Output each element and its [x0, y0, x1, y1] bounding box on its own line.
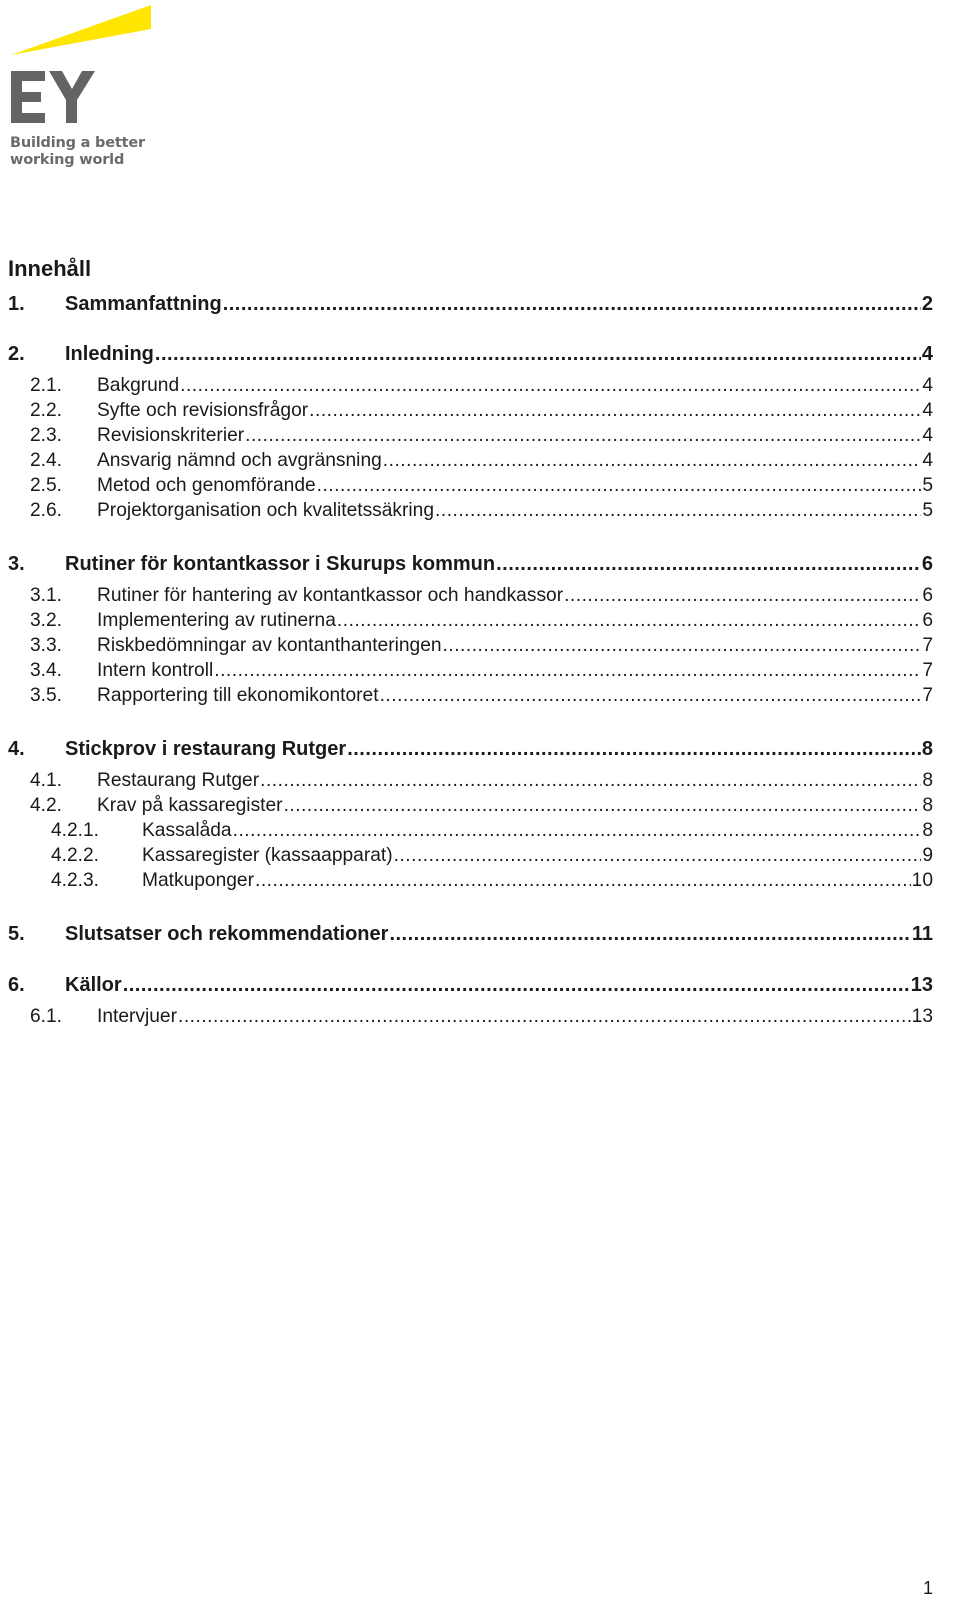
toc-entry-number: 2.6.	[30, 500, 63, 521]
toc-entry-title: Matkuponger	[142, 870, 254, 891]
ey-logo	[8, 5, 158, 175]
toc-entry-title: Implementering av rutinerna	[97, 610, 336, 631]
toc-entry-page: 11	[911, 923, 933, 945]
toc-entry-title: Stickprov i restaurang Rutger	[65, 738, 347, 760]
toc-entry-title: Restaurang Rutger	[97, 770, 260, 791]
toc-entry-page: 13	[910, 974, 933, 996]
toc-dot-leader	[443, 634, 922, 658]
toc-dot-leader	[123, 973, 910, 997]
toc-entry-page: 8	[922, 770, 933, 791]
toc-entry[interactable]	[8, 819, 933, 843]
toc-entry[interactable]	[8, 844, 933, 868]
toc-entry-number: 2.2.	[30, 400, 63, 421]
toc-entry-page: 9	[922, 845, 933, 866]
toc-entry-title: Bakgrund	[97, 375, 180, 396]
toc-dot-leader	[260, 769, 921, 793]
toc-entry[interactable]	[8, 609, 933, 633]
toc-entry-title: Rutiner för kontantkassor i Skurups kommun	[65, 553, 496, 575]
toc-entry-number: 3.	[8, 553, 25, 575]
toc-entry-number: 4.2.3.	[51, 870, 100, 891]
toc-entry-title: Revisionskriterier	[97, 425, 245, 446]
toc-entry-title: Rutiner för hantering av kontantkassor och handkassor	[97, 585, 564, 606]
toc-dot-leader	[347, 737, 921, 761]
toc-entry[interactable]	[8, 499, 933, 523]
toc-dot-leader	[180, 374, 921, 398]
toc-entry[interactable]	[8, 794, 933, 818]
toc-entry[interactable]	[8, 424, 933, 448]
toc-entry-title: Projektorganisation och kvalitetssäkring	[97, 500, 435, 521]
toc-dot-leader	[317, 474, 922, 498]
toc-entry[interactable]	[8, 973, 933, 997]
toc-entry-title: Sammanfattning	[65, 293, 222, 315]
toc-entry-page: 6	[922, 585, 933, 606]
toc-entry-number: 4.2.2.	[51, 845, 100, 866]
toc-entry-title: Intervjuer	[97, 1006, 177, 1027]
toc-entry-number: 3.2.	[30, 610, 63, 631]
toc-entry-page: 7	[922, 635, 933, 656]
toc-entry[interactable]	[8, 869, 933, 893]
toc-entry[interactable]	[8, 292, 933, 316]
toc-entry[interactable]	[8, 659, 933, 683]
toc-dot-leader	[223, 292, 921, 316]
toc-dot-leader	[435, 499, 921, 523]
toc-entry-number: 4.2.1.	[51, 820, 100, 841]
toc-entry-page: 7	[922, 685, 933, 706]
toc-entry-page: 4	[922, 450, 933, 471]
toc-entry-number: 2.	[8, 343, 25, 365]
toc-entry[interactable]	[8, 449, 933, 473]
toc-entry-page: 5	[922, 475, 933, 496]
toc-entry[interactable]	[8, 922, 933, 946]
toc-entry-number: 2.5.	[30, 475, 63, 496]
toc-entry[interactable]	[8, 374, 933, 398]
toc-entry[interactable]	[8, 684, 933, 708]
toc-entry-page: 7	[922, 660, 933, 681]
toc-entry-number: 5.	[8, 923, 25, 945]
toc-entry-page: 5	[922, 500, 933, 521]
toc-entry-page: 4	[921, 343, 933, 365]
toc-entry-page: 6	[921, 553, 933, 575]
toc-dot-leader	[309, 399, 921, 423]
toc-entry-number: 3.5.	[30, 685, 63, 706]
toc-dot-leader	[178, 1005, 911, 1029]
toc-entry-title: Krav på kassaregister	[97, 795, 283, 816]
toc-entry[interactable]	[8, 737, 933, 761]
toc-entry-number: 2.3.	[30, 425, 63, 446]
toc-entry-title: Källor	[65, 974, 122, 996]
toc-entry-number: 1.	[8, 293, 25, 315]
toc-dot-leader	[284, 794, 922, 818]
toc-entry-title: Ansvarig nämnd och avgränsning	[97, 450, 382, 471]
toc-entry-title: Rapportering till ekonomikontoret	[97, 685, 379, 706]
toc-dot-leader	[233, 819, 922, 843]
toc-dot-leader	[155, 342, 921, 366]
toc-entry[interactable]	[8, 634, 933, 658]
toc-entry-page: 13	[911, 1006, 933, 1027]
toc-entry-page: 8	[921, 738, 933, 760]
toc-entry[interactable]	[8, 584, 933, 608]
toc-entry-title: Kassalåda	[142, 820, 232, 841]
toc-entry[interactable]	[8, 769, 933, 793]
toc-entry-page: 2	[921, 293, 933, 315]
toc-entry-page: 6	[922, 610, 933, 631]
toc-dot-leader	[394, 844, 922, 868]
toc-entry-page: 8	[922, 795, 933, 816]
toc-dot-leader	[255, 869, 911, 893]
toc-entry[interactable]	[8, 552, 933, 576]
toc-dot-leader	[245, 424, 921, 448]
toc-entry-number: 2.1.	[30, 375, 63, 396]
toc-entry[interactable]	[8, 1005, 933, 1029]
ey-tagline: Building a better working world	[10, 135, 145, 168]
ey-logo-mark	[8, 5, 158, 130]
toc-entry[interactable]	[8, 342, 933, 366]
toc-entry-number: 4.	[8, 738, 25, 760]
toc-entry-page: 4	[922, 425, 933, 446]
toc-entry[interactable]	[8, 474, 933, 498]
toc-dot-leader	[383, 449, 922, 473]
toc-entry-title: Intern kontroll	[97, 660, 214, 681]
toc-entry-number: 6.1.	[30, 1006, 63, 1027]
toc-entry-title: Slutsatser och rekommendationer	[65, 923, 389, 945]
toc-entry-number: 2.4.	[30, 450, 63, 471]
toc-entry-number: 3.4.	[30, 660, 63, 681]
toc-dot-leader	[214, 659, 921, 683]
toc-entry-title: Kassaregister (kassaapparat)	[142, 845, 393, 866]
toc-entry-page: 8	[922, 820, 933, 841]
toc-dot-leader	[564, 584, 921, 608]
toc-entry-title: Metod och genomförande	[97, 475, 316, 496]
toc-entry-page: 4	[922, 400, 933, 421]
toc-entry-page: 10	[911, 870, 933, 891]
toc-heading: Innehåll	[8, 256, 92, 281]
toc-dot-leader	[380, 684, 922, 708]
toc-entry-number: 4.1.	[30, 770, 63, 791]
toc-dot-leader	[337, 609, 921, 633]
toc-entry-number: 3.1.	[30, 585, 63, 606]
toc-entry-title: Inledning	[65, 343, 154, 365]
toc-entry-number: 6.	[8, 974, 25, 996]
toc-dot-leader	[389, 922, 910, 946]
toc-entry-number: 4.2.	[30, 795, 63, 816]
page-number: 1	[923, 1578, 934, 1598]
toc-entry[interactable]	[8, 399, 933, 423]
toc-entry-number: 3.3.	[30, 635, 63, 656]
toc-entry-title: Syfte och revisionsfrågor	[97, 400, 309, 421]
toc-dot-leader	[496, 552, 921, 576]
toc-entry-title: Riskbedömningar av kontanthanteringen	[97, 635, 442, 656]
toc-entry-page: 4	[922, 375, 933, 396]
